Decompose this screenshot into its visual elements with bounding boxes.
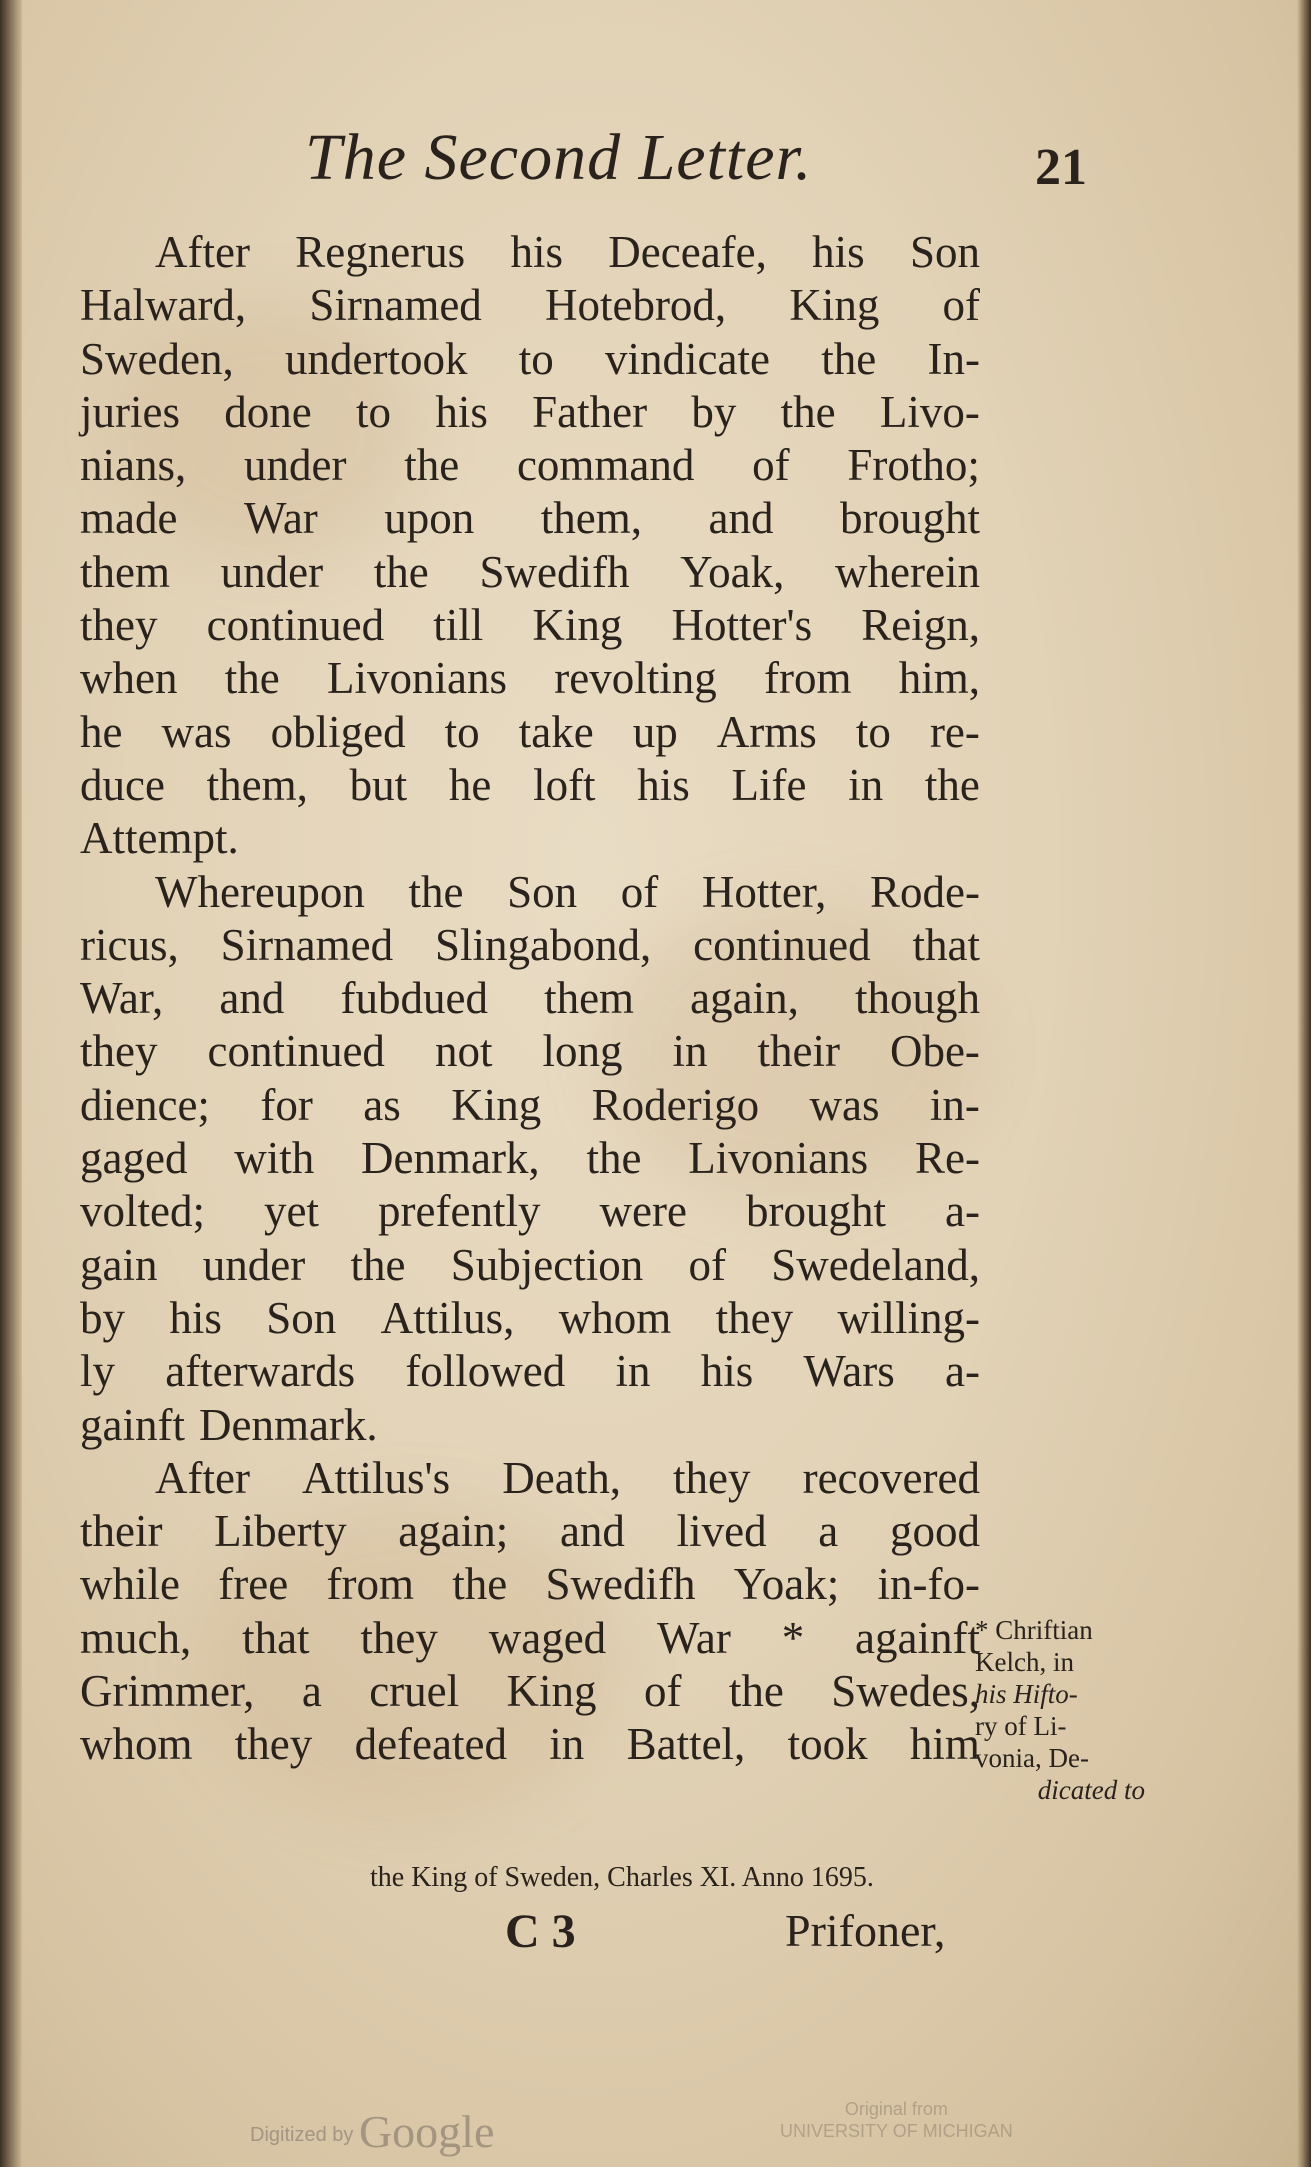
page-gutter-left — [0, 0, 22, 2167]
word: War — [657, 1612, 731, 1663]
word: Attilus's — [302, 1452, 451, 1503]
word: Attilus, — [380, 1292, 515, 1343]
word: in-fo- — [877, 1559, 980, 1610]
word: till — [433, 600, 484, 651]
text-line — [80, 1185, 980, 1238]
word: him — [909, 1719, 980, 1770]
word: the — [586, 1133, 642, 1184]
word: Grimmer, — [80, 1666, 255, 1717]
word: Livo- — [879, 386, 980, 437]
text-line — [80, 226, 980, 279]
word: Re- — [914, 1133, 980, 1184]
word: nians, — [80, 440, 187, 491]
word: Wars — [803, 1346, 895, 1397]
page-edge-right — [1297, 0, 1311, 2167]
text-line — [80, 492, 980, 545]
word: * — [781, 1612, 805, 1663]
word: to — [356, 386, 392, 437]
word: took — [787, 1719, 868, 1770]
text-line — [80, 1239, 980, 1292]
word: againft — [855, 1612, 980, 1663]
word: Livonians — [688, 1133, 869, 1184]
word: continued — [206, 600, 385, 651]
word: his — [435, 386, 488, 437]
word: good — [889, 1506, 980, 1557]
word: from — [763, 653, 852, 704]
word: dience; — [80, 1079, 210, 1130]
catchword: Prifoner, — [785, 1905, 946, 1956]
word: cruel — [369, 1666, 460, 1717]
word: Swedifh — [545, 1559, 696, 1610]
margin-note — [975, 1614, 1155, 1806]
word: Sirnamed — [220, 919, 394, 970]
word: Swedifh — [479, 546, 630, 597]
word: After — [155, 1452, 250, 1503]
word: Yoak, — [680, 546, 785, 597]
word: them — [80, 546, 170, 597]
word: again, — [690, 973, 799, 1024]
signature-mark: C 3 — [505, 1905, 576, 1958]
word: ricus, — [80, 919, 179, 970]
page-header — [0, 120, 1311, 210]
word: of — [752, 440, 790, 491]
word: a- — [944, 1186, 980, 1237]
text-line — [80, 1132, 980, 1185]
word: Hotebrod, — [544, 280, 727, 331]
word: his — [169, 1292, 222, 1343]
word: much, — [80, 1612, 192, 1663]
word: in — [848, 759, 884, 810]
word: a — [301, 1666, 322, 1717]
text-line — [80, 599, 980, 652]
margin-note-line: Kelch, in — [975, 1647, 1074, 1677]
word: vindicate — [605, 333, 770, 384]
word: of — [942, 280, 980, 331]
word: Slingabond, — [434, 919, 652, 970]
word: willing- — [837, 1292, 980, 1343]
text-line — [80, 439, 980, 492]
word: a- — [944, 1346, 980, 1397]
word: but — [349, 759, 408, 810]
word: his — [637, 759, 690, 810]
word: his — [510, 227, 563, 277]
word: a — [818, 1506, 839, 1557]
word: Yoak; — [733, 1559, 840, 1610]
word: juries — [80, 386, 180, 437]
word: by — [691, 386, 737, 437]
text-line — [80, 1665, 980, 1718]
word: under — [202, 1239, 306, 1290]
word: Son — [507, 866, 578, 917]
text-line — [80, 1558, 980, 1611]
word: the — [821, 333, 877, 384]
text-line — [80, 1079, 980, 1132]
word: Regnerus — [295, 227, 466, 277]
word: followed — [405, 1346, 566, 1397]
text-line — [80, 386, 980, 439]
text-line — [80, 1452, 980, 1505]
text-line — [80, 333, 980, 386]
word: undertook — [285, 333, 468, 384]
word: Whereupon — [155, 866, 365, 917]
word: they — [80, 600, 158, 651]
word: he — [80, 706, 123, 757]
word: the — [924, 759, 980, 810]
word: was — [809, 1079, 880, 1130]
word: take — [518, 706, 594, 757]
word: their — [757, 1026, 840, 1077]
word: with — [234, 1133, 315, 1184]
text-line — [80, 1399, 980, 1452]
text-line — [80, 279, 980, 332]
word: fubdued — [340, 973, 488, 1024]
word: Frotho; — [847, 440, 980, 491]
word: again; — [398, 1506, 509, 1557]
word: that — [242, 1612, 310, 1663]
word: were — [599, 1186, 687, 1237]
word: afterwards — [165, 1346, 356, 1397]
page-number: 21 — [1035, 139, 1087, 196]
word: when — [80, 653, 178, 704]
word: Reign, — [861, 600, 980, 651]
word: whom — [558, 1292, 672, 1343]
word: the — [373, 546, 429, 597]
word: them, — [540, 493, 643, 544]
word: under — [244, 440, 347, 491]
word: In- — [927, 333, 980, 384]
word: defeated — [354, 1719, 507, 1770]
word: up — [632, 706, 678, 757]
word: Deceafe, — [608, 227, 767, 277]
word: prefently — [378, 1186, 541, 1237]
word: in — [672, 1026, 708, 1077]
margin-note-line: ry of Li- — [975, 1711, 1067, 1741]
word: Death, — [502, 1452, 621, 1503]
word: that — [912, 919, 980, 970]
original-from-watermark — [780, 2098, 1013, 2142]
word: King — [506, 1666, 597, 1717]
margin-note-line: vonia, De- — [975, 1743, 1089, 1773]
word: Life — [731, 759, 807, 810]
text-line — [80, 652, 980, 705]
word: made — [80, 493, 178, 544]
word: Roderigo — [591, 1079, 760, 1130]
text-line — [80, 1505, 980, 1558]
word: Battel, — [626, 1719, 746, 1770]
word: while — [80, 1559, 180, 1610]
text-line — [80, 866, 980, 919]
word: continued — [693, 919, 871, 970]
margin-note-line: his Hifto- — [975, 1679, 1078, 1709]
word: the — [224, 653, 280, 704]
margin-note-continuation: the King of Sweden, Charles XI. Anno 1695. — [370, 1862, 874, 1893]
body-text — [80, 226, 980, 1772]
word: Swedeland, — [771, 1239, 980, 1290]
word: was — [161, 706, 232, 757]
digitized-by-label: Digitized by — [250, 2124, 354, 2146]
word: he — [448, 759, 492, 810]
word: Subjection — [450, 1239, 644, 1290]
digitized-watermark — [250, 2105, 494, 2158]
word: gainft — [80, 1399, 185, 1450]
word: yet — [264, 1186, 319, 1237]
word: Father — [532, 386, 648, 437]
word: Hotter, — [701, 866, 827, 917]
word: brought — [745, 1186, 886, 1237]
word: revolting — [554, 653, 717, 704]
word: Liberty — [214, 1506, 347, 1557]
text-line — [80, 706, 980, 759]
word: Sirnamed — [309, 280, 482, 331]
word: though — [854, 973, 980, 1024]
word: continued — [207, 1026, 385, 1077]
word: Hotter's — [671, 600, 813, 651]
word: they — [234, 1719, 313, 1770]
running-title: The Second Letter. — [305, 121, 813, 194]
word: volted; — [80, 1186, 205, 1237]
word: the — [452, 1559, 508, 1610]
word: Denmark, — [361, 1133, 540, 1184]
word: upon — [384, 493, 475, 544]
word: Arms — [716, 706, 817, 757]
word: Denmark. — [198, 1399, 378, 1450]
word: Sweden, — [80, 333, 234, 384]
word: recovered — [802, 1452, 980, 1503]
word: and — [708, 493, 774, 544]
word: of — [620, 866, 659, 917]
word: their — [80, 1506, 163, 1557]
word: waged — [488, 1612, 607, 1663]
word: whom — [80, 1719, 193, 1770]
word: the — [780, 386, 836, 437]
text-line — [80, 1612, 980, 1665]
google-logo: Google — [358, 2106, 495, 2157]
word: wherein — [835, 546, 980, 597]
word: lived — [676, 1506, 767, 1557]
text-line — [80, 1345, 980, 1398]
margin-note-line: dicated to — [1037, 1775, 1145, 1805]
original-from-label: Original from — [844, 2099, 948, 2119]
word: of — [688, 1239, 726, 1290]
word: command — [516, 440, 695, 491]
word: Swedes, — [831, 1666, 980, 1717]
word: from — [326, 1559, 414, 1610]
word: the — [728, 1666, 784, 1717]
word: his — [700, 1346, 754, 1397]
text-line — [80, 546, 980, 599]
word: him, — [898, 653, 980, 704]
word: brought — [840, 493, 980, 544]
text-line — [80, 1718, 980, 1771]
word: After — [155, 227, 250, 277]
text-line — [80, 812, 980, 865]
word: as — [363, 1079, 401, 1130]
word: they — [360, 1612, 438, 1663]
word: Attempt. — [80, 813, 239, 864]
word: War, — [80, 973, 164, 1024]
word: by — [80, 1292, 125, 1343]
word: they — [80, 1026, 158, 1077]
word: Obe- — [889, 1026, 980, 1077]
word: them, — [206, 759, 308, 810]
word: in — [615, 1346, 651, 1397]
word: to — [855, 706, 891, 757]
word: loft — [533, 759, 596, 810]
text-line — [80, 972, 980, 1025]
word: of — [643, 1666, 682, 1717]
word: free — [218, 1559, 289, 1610]
word: they — [673, 1452, 751, 1503]
word: obliged — [270, 706, 406, 757]
word: gain — [80, 1239, 158, 1290]
word: duce — [80, 759, 165, 810]
original-from-source: UNIVERSITY OF MICHIGAN — [780, 2121, 1013, 2141]
word: ly — [80, 1346, 116, 1397]
word: Son — [909, 227, 980, 277]
text-line — [80, 1025, 980, 1078]
word: to — [444, 706, 480, 757]
word: Rode- — [869, 866, 980, 917]
margin-note-line: * Chriftian — [975, 1615, 1093, 1645]
word: King — [451, 1079, 542, 1130]
word: and — [219, 973, 285, 1024]
word: the — [350, 1239, 406, 1290]
word: the — [408, 866, 464, 917]
word: War — [243, 493, 318, 544]
word: done — [224, 386, 312, 437]
word: not — [434, 1026, 493, 1077]
word: Livonians — [327, 653, 507, 704]
word: the — [404, 440, 460, 491]
word: and — [559, 1506, 625, 1557]
word: in — [549, 1719, 585, 1770]
text-line — [80, 919, 980, 972]
word: Halward, — [80, 280, 247, 331]
word: in- — [929, 1079, 980, 1130]
word: his — [812, 227, 865, 277]
word: King — [532, 600, 623, 651]
text-line — [80, 759, 980, 812]
word: they — [715, 1292, 794, 1343]
word: gaged — [80, 1133, 188, 1184]
word: Son — [266, 1292, 337, 1343]
word: them — [544, 973, 635, 1024]
word: under — [220, 546, 324, 597]
text-line — [80, 1292, 980, 1345]
word: re- — [929, 706, 980, 757]
word: for — [260, 1079, 313, 1130]
word: to — [518, 333, 554, 384]
word: long — [542, 1026, 623, 1077]
word: King — [789, 280, 880, 331]
